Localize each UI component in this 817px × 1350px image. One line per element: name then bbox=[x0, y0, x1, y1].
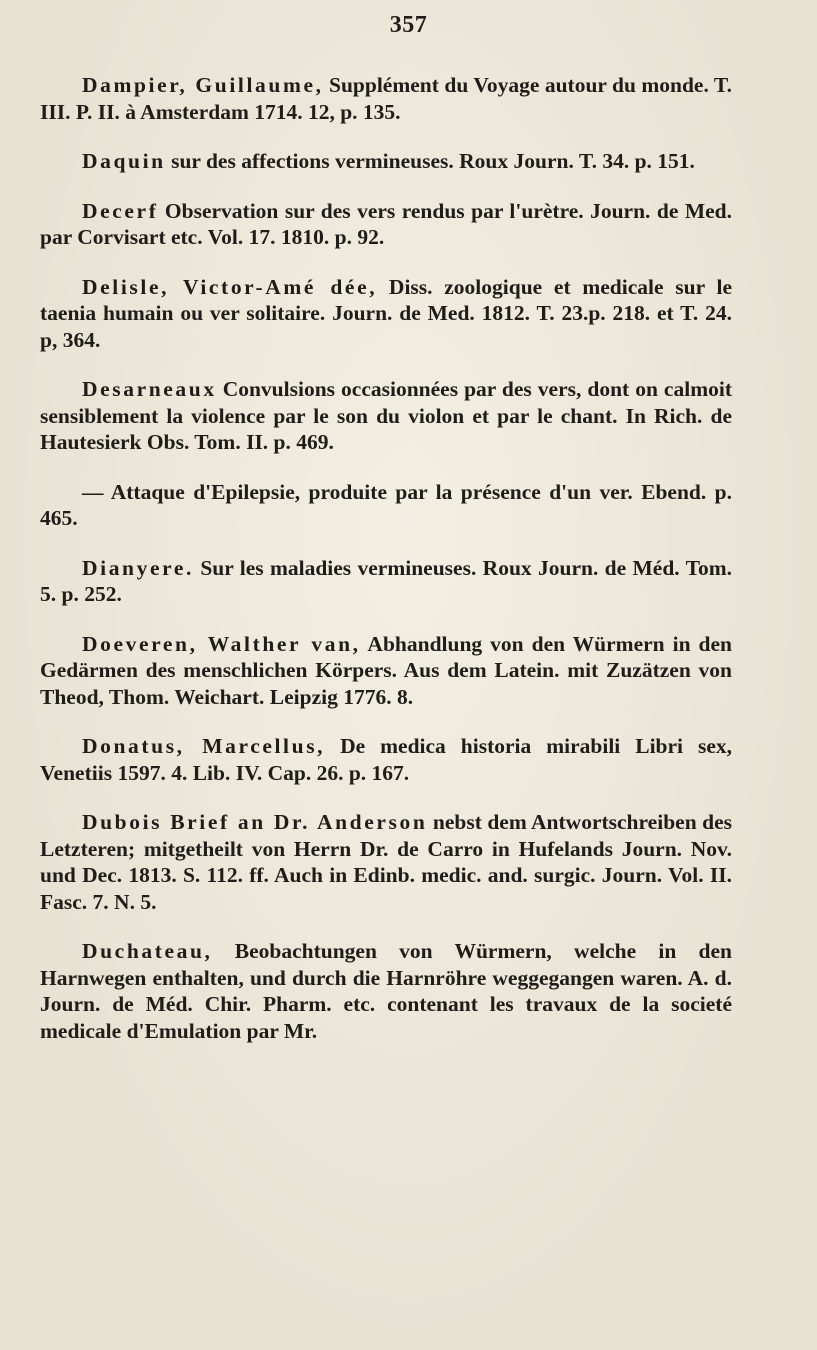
bibliography-entry bbox=[40, 938, 732, 1044]
entry-author: Doeveren, Walther van, bbox=[82, 631, 361, 656]
bibliography-entry bbox=[40, 72, 732, 125]
entry-text: sur des affections vermineuses. Roux Journ. T. 34. p. 151. bbox=[165, 149, 695, 173]
entry-author: Decerf bbox=[82, 198, 159, 223]
entry-author: Dianyere. bbox=[82, 555, 194, 580]
entry-text: De medica historia mirabili Libri sex, Venetiis 1597. 4. Lib. IV. Cap. 26. p. 167. bbox=[40, 734, 733, 785]
bibliography-entry bbox=[40, 809, 732, 915]
entry-text: Observation sur des vers rendus par l'urètre. Journ. de Med. par Corvisart etc. Vol. 17. 1810. p. 92. bbox=[40, 198, 732, 249]
entry-text: Sur les maladies vermineuses. Roux Journ. de Méd. Tom. 5. p. 252. bbox=[40, 555, 732, 606]
entry-text: — Attaque d'Epilepsie, produite par la présence d'un ver. Ebend. p. 465. bbox=[40, 479, 732, 530]
entry-author: Duchateau, bbox=[82, 939, 213, 963]
bibliography-entry bbox=[40, 376, 732, 456]
entry-author: Dubois Brief an Dr. Anderson bbox=[82, 810, 428, 834]
entry-author: Daquin bbox=[82, 149, 166, 173]
bibliography-entry bbox=[40, 198, 732, 251]
entry-text: Beobachtungen von Würmern, welche in den Harnwegen enthalten, und durch die Harnröhre weggegangen waren. A. d. Journ. de Méd. Chir. Pharm. etc. contenant les travaux de la societé medicale d'Emulation par Mr. bbox=[40, 939, 732, 1043]
page-number: 357 bbox=[389, 12, 428, 38]
entry-text: Convulsions occasionnées par des vers, dont on calmoit sensiblement la violence par le son du violon et par le chant. In Rich. de Hautesierk Obs. Tom. II. p. 469. bbox=[40, 377, 732, 454]
bibliography-list bbox=[40, 72, 732, 1067]
bibliography-entry bbox=[40, 479, 732, 532]
bibliography-entry bbox=[40, 274, 732, 354]
bibliography-entry bbox=[40, 733, 732, 786]
entry-text: Abhandlung von den Würmern in den Gedärmen des menschlichen Körpers. Aus dem Latein. mit Zuzätzen von Theod, Thom. Weichart. Leipzig 1776. 8. bbox=[40, 631, 732, 709]
entry-author: Dampier, Guillaume, bbox=[82, 73, 324, 97]
entry-text: Supplément du Voyage autour du monde. T. III. P. II. à Amsterdam 1714. 12, p. 135. bbox=[40, 73, 733, 124]
bibliography-entry bbox=[40, 555, 732, 608]
entry-author: Delisle, Victor-Amé dée, bbox=[82, 274, 378, 299]
bibliography-entry bbox=[40, 631, 732, 711]
bibliography-entry bbox=[40, 148, 732, 175]
entry-author: Desarneaux bbox=[82, 377, 217, 401]
entry-author: Donatus, Marcellus, bbox=[82, 734, 326, 758]
entry-text: Diss. zoologique et medicale sur le taenia humain ou ver solitaire. Journ. de Med. 1812. T. 23.p. 218. et T. 24. p, 364. bbox=[40, 274, 732, 352]
entry-text: nebst dem Antwortschreiben des Letzteren; mitgetheilt von Herrn Dr. de Carro in Hufelands Journ. Nov. und Dec. 1813. S. 112. ff. Auch in Edinb. medic. and. surgic. Journ. Vol. II. Fasc. 7. N. 5. bbox=[40, 810, 732, 914]
